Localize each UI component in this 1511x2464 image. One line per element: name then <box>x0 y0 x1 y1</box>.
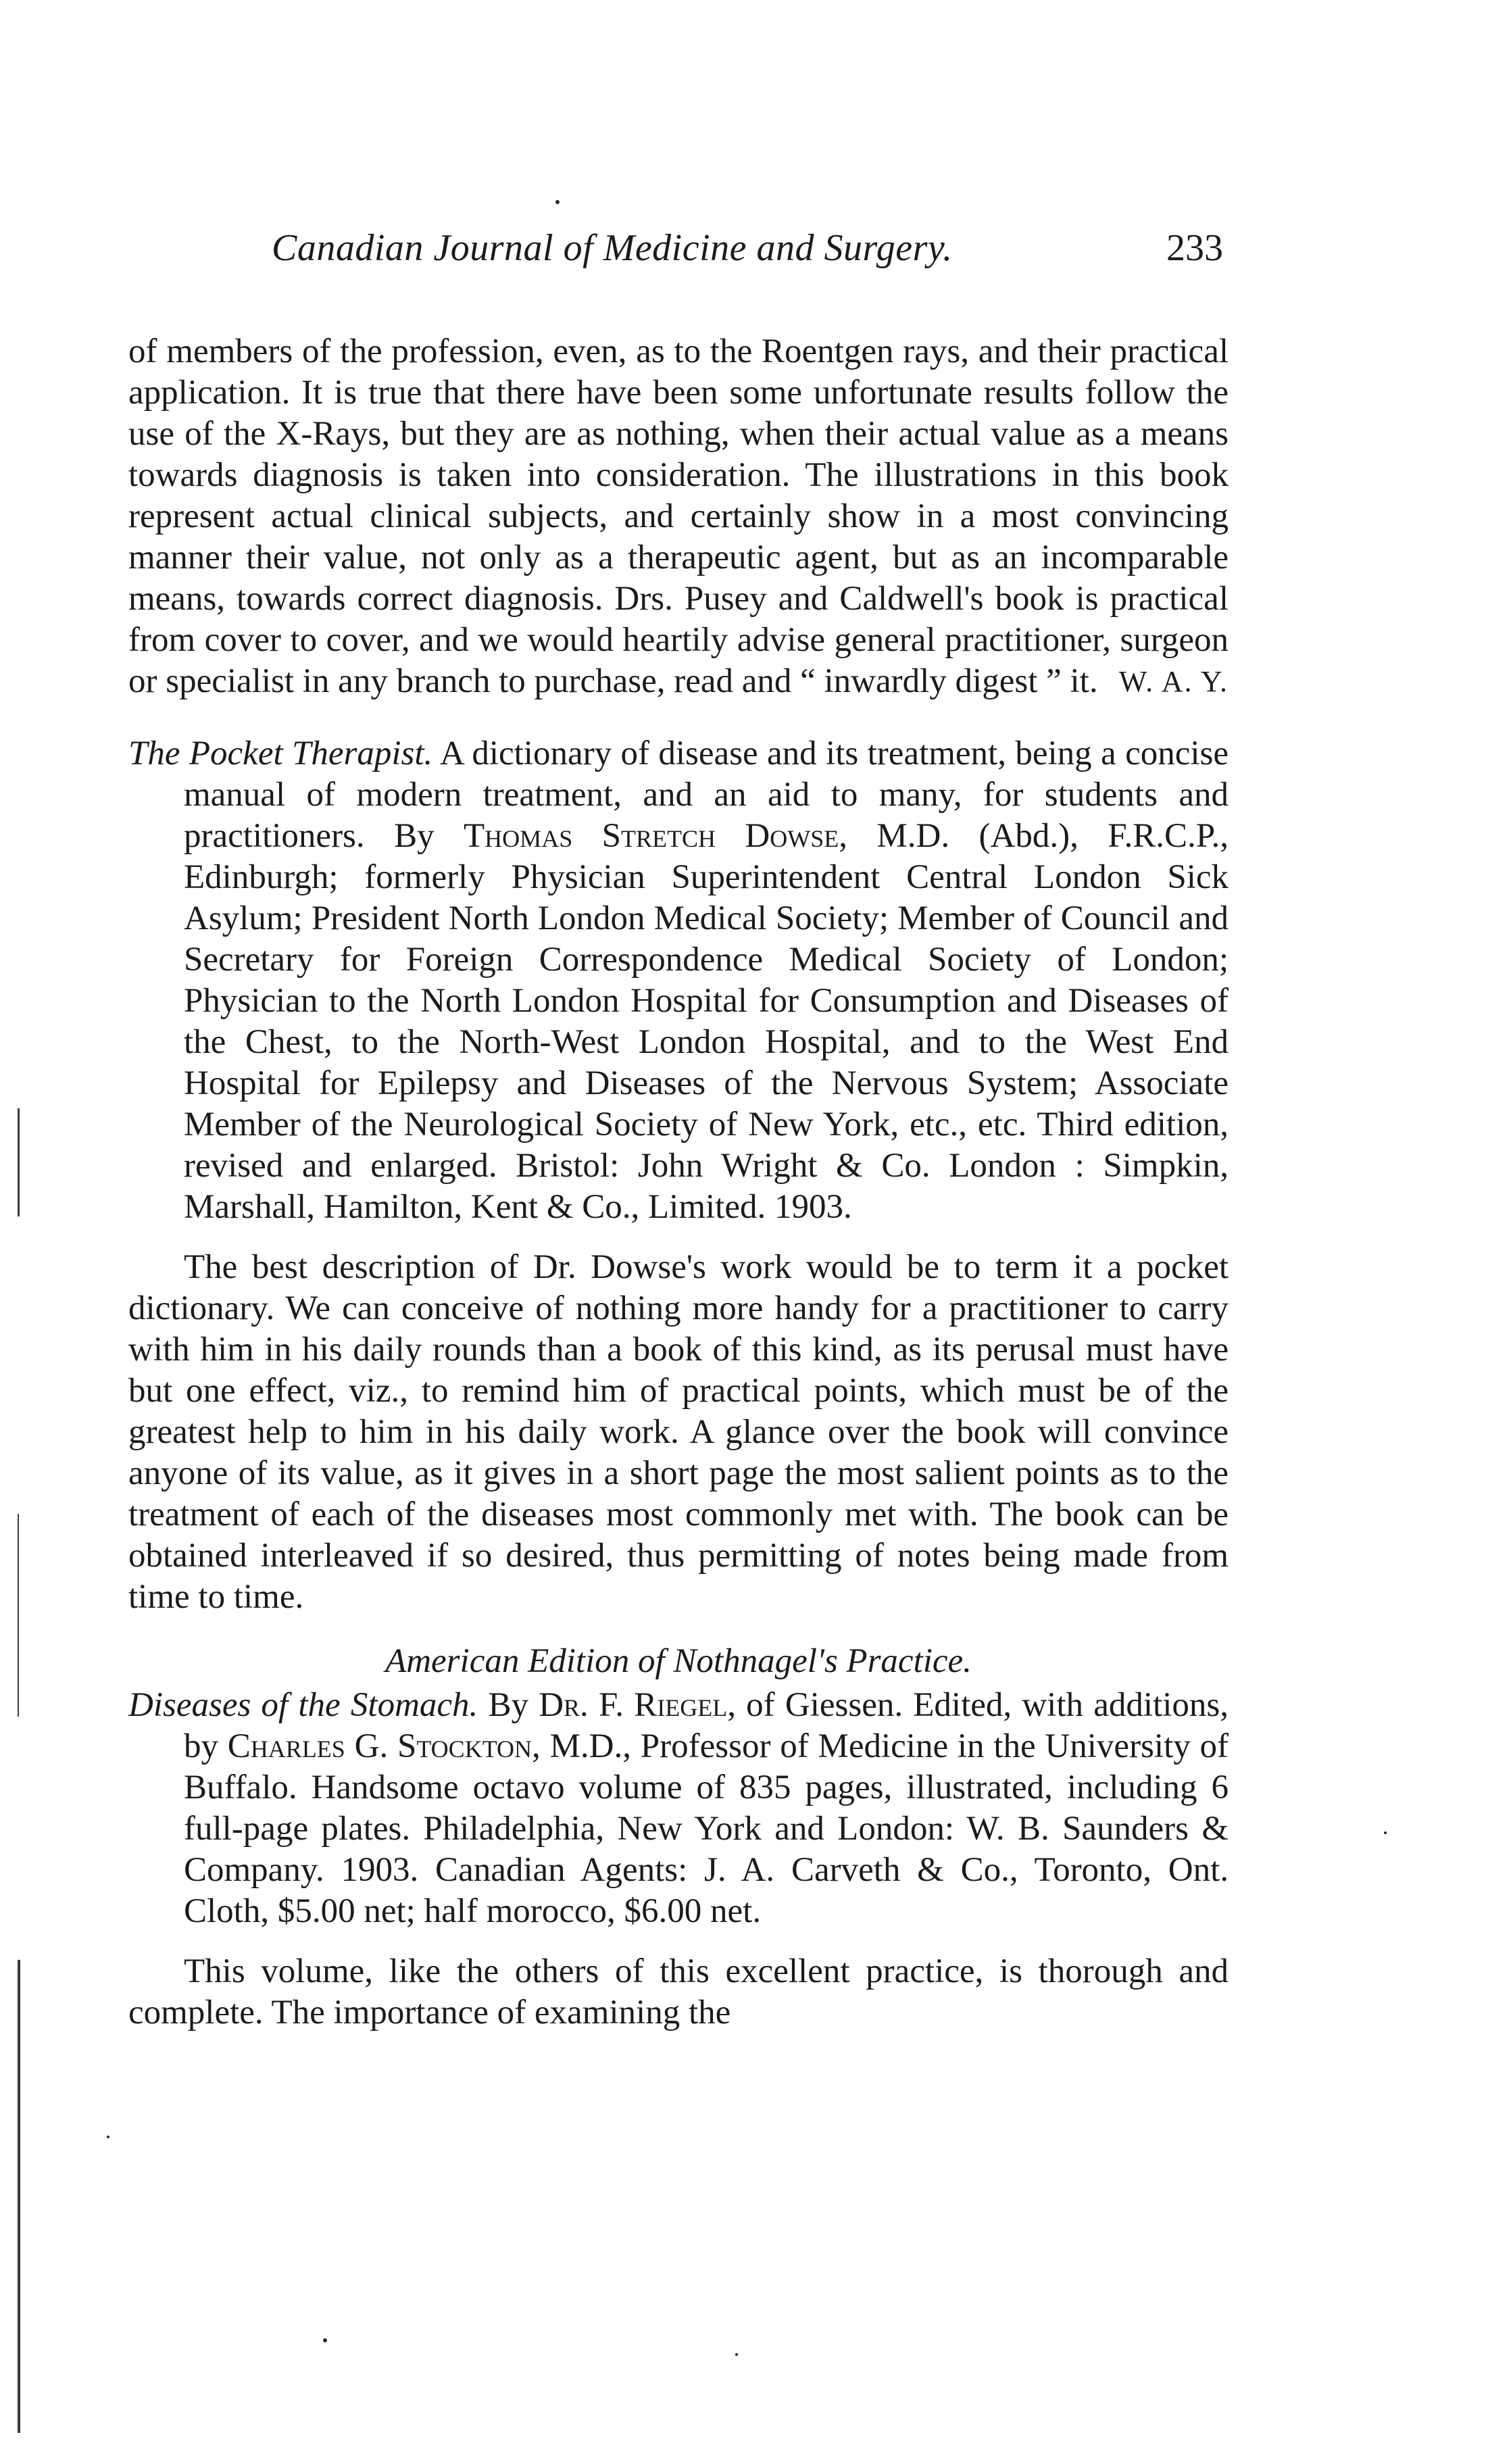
pocket-therapist-review: The best description of Dr. Dowse's work would be to term it a pocket dictionary. We can conceive of nothing more handy for a practitioner to carry with him in his daily rounds than a book of this kind, as its perusal must have but one effect, viz., to remind him of practical points, which must be of the greatest help to him in his daily work. A glance over the book will convince anyone of its value, as it gives in a short page the most salient points as to the treatment of each of the diseases most commonly met with. The book can be obtained interleaved if so desired, thus permitting of notes being made from time to time. <box>128 1248 1229 1616</box>
author-name: Thomas Stretch Dowse, <box>464 817 847 855</box>
scan-dot <box>107 2136 109 2138</box>
nothnagel-citation <box>128 1685 1229 1932</box>
article-body <box>128 331 1229 2034</box>
continued-review-text: of members of the profession, even, as to the Roentgen rays, and their practical application. It is true that there have been some unfortunate results follow the use of the X-Rays, but they are as nothing, when their actual value as a means towards diagnosis is taken into consideration. The illustrations in this book represent actual clinical subjects, and certainly show in a most convincing manner their value, not only as a therapeutic agent, but as an incomparable means, towards correct diagnosis. Drs. Pusey and Caldwell's book is practical from cover to cover, and we would heartily advise general practitioner, surgeon or specialist in any branch to purchase, read and “ inwardly digest ” it. <box>128 332 1229 700</box>
running-title: Canadian Journal of Medicine and Surgery. <box>272 227 953 269</box>
pocket-therapist-citation <box>128 733 1229 1228</box>
continued-review-paragraph <box>128 331 1229 702</box>
page-header <box>128 226 1223 280</box>
citation-text: A dictionary of disease and its treatment, being a concise manual of modern treatment, and an aid to many, for students and practitioners. By <box>184 735 1229 855</box>
citation-text: M.D., Professor of Medicine in the University of Buffalo. Handsome octavo volume of 835 pages, illustrated, including 6 full-page plates. Philadelphia, New York and London: W. B. Saunders & Company. 1903. Canadian Agents: J. A. Carveth & Co., Toronto, Ont. Cloth, $5.00 net; half morocco, $6.00 net. <box>184 1727 1229 1930</box>
book-title: Diseases of the Stomach. <box>128 1686 478 1724</box>
scan-edge-mark <box>18 1960 20 2433</box>
reviewer-signature: W. A. Y. <box>1118 665 1229 698</box>
scan-dot <box>323 2338 327 2342</box>
editor-name: Charles G. Stockton, <box>227 1727 541 1765</box>
page-number: 233 <box>1166 227 1223 269</box>
scan-edge-mark <box>18 1108 20 1216</box>
book-title: The Pocket Therapist. <box>128 735 433 772</box>
author-name: Dr. F. Riegel, <box>539 1686 736 1724</box>
nothnagel-review: This volume, like the others of this excellent practice, is thorough and complete. The importance of examining the <box>128 1952 1229 2031</box>
scan-edge-mark <box>18 1514 19 1717</box>
scan-dot <box>735 2353 738 2356</box>
citation-text: of Giessen. Edited, with additions, by <box>184 1686 1229 1765</box>
citation-text: By <box>488 1686 529 1724</box>
citation-text: M.D. (Abd.), F.R.C.P., Edinburgh; formerly Physician Superintendent Central London Sick Asylum; President North London Medical Society; Member of Council and Secretary for Foreign Correspondence Medical Society of London; Physician to the North London Hospital for Consumption and Diseases of the Chest, to the North-West London Hospital, and to the West End Hospital for Epilepsy and Diseases of the Nervous System; Associate Member of the Neurological Society of New York, etc., etc. Third edition, revised and enlarged. Bristol: John Wright & Co. London : Simpkin, Marshall, Hamilton, Kent & Co., Limited. 1903. <box>184 817 1229 1226</box>
scan-dot <box>1384 1831 1387 1834</box>
scan-dot <box>555 200 560 204</box>
section-heading: American Edition of Nothnagel's Practice. <box>385 1642 972 1680</box>
